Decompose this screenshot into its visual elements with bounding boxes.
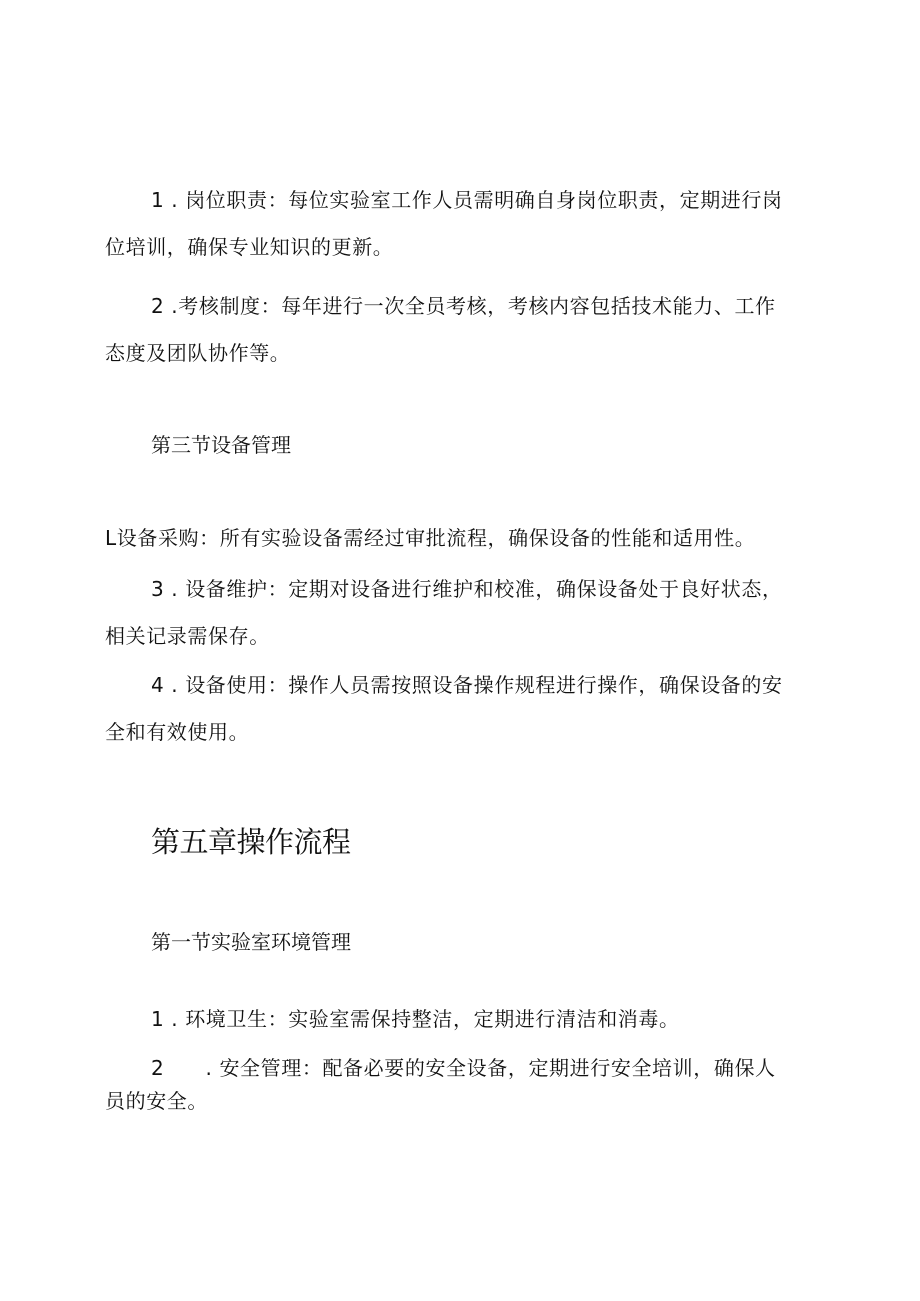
- section-title-equipment: 第三节设备管理: [151, 433, 291, 457]
- item-line: 4 . 设备使用：操作人员需按照设备操作规程进行操作，确保设备的安: [151, 673, 783, 697]
- item-line: L设备采购：所有实验设备需经过审批流程，确保设备的性能和适用性。: [105, 526, 756, 550]
- item-line: 全和有效使用。: [105, 720, 250, 744]
- item-line: 员的安全。: [105, 1089, 208, 1113]
- item-line: 3 . 设备维护：定期对设备进行维护和校准，确保设备处于良好状态，: [151, 577, 783, 601]
- item-line: 位培训，确保专业知识的更新。: [105, 235, 394, 259]
- item-equipment-procurement: [105, 515, 825, 562]
- item-line: 相关记录需保存。: [105, 624, 270, 648]
- chapter-title: 第五章操作流程: [151, 825, 351, 859]
- item-line: 2 . 安全管理：配备必要的安全设备，定期进行安全培训，确保人: [151, 1056, 776, 1080]
- item-line: 2 .考核制度：每年进行一次全员考核，考核内容包括技术能力、工作: [151, 294, 776, 318]
- section-title-environment: 第一节实验室环境管理: [151, 930, 351, 954]
- item-environment-hygiene: [105, 996, 825, 1043]
- item-equipment-maintenance: [105, 566, 825, 660]
- item-equipment-usage: [105, 662, 825, 756]
- item-line: 1 . 环境卫生：实验室需保持整洁，定期进行清洁和消毒。: [151, 1007, 680, 1031]
- item-assessment-system: [105, 283, 825, 377]
- item-job-responsibilities: [105, 177, 825, 271]
- item-line: 1 . 岗位职责：每位实验室工作人员需明确自身岗位职责，定期进行岗: [151, 188, 783, 212]
- item-safety-management: [105, 1048, 825, 1114]
- item-line: 态度及团队协作等。: [105, 341, 291, 365]
